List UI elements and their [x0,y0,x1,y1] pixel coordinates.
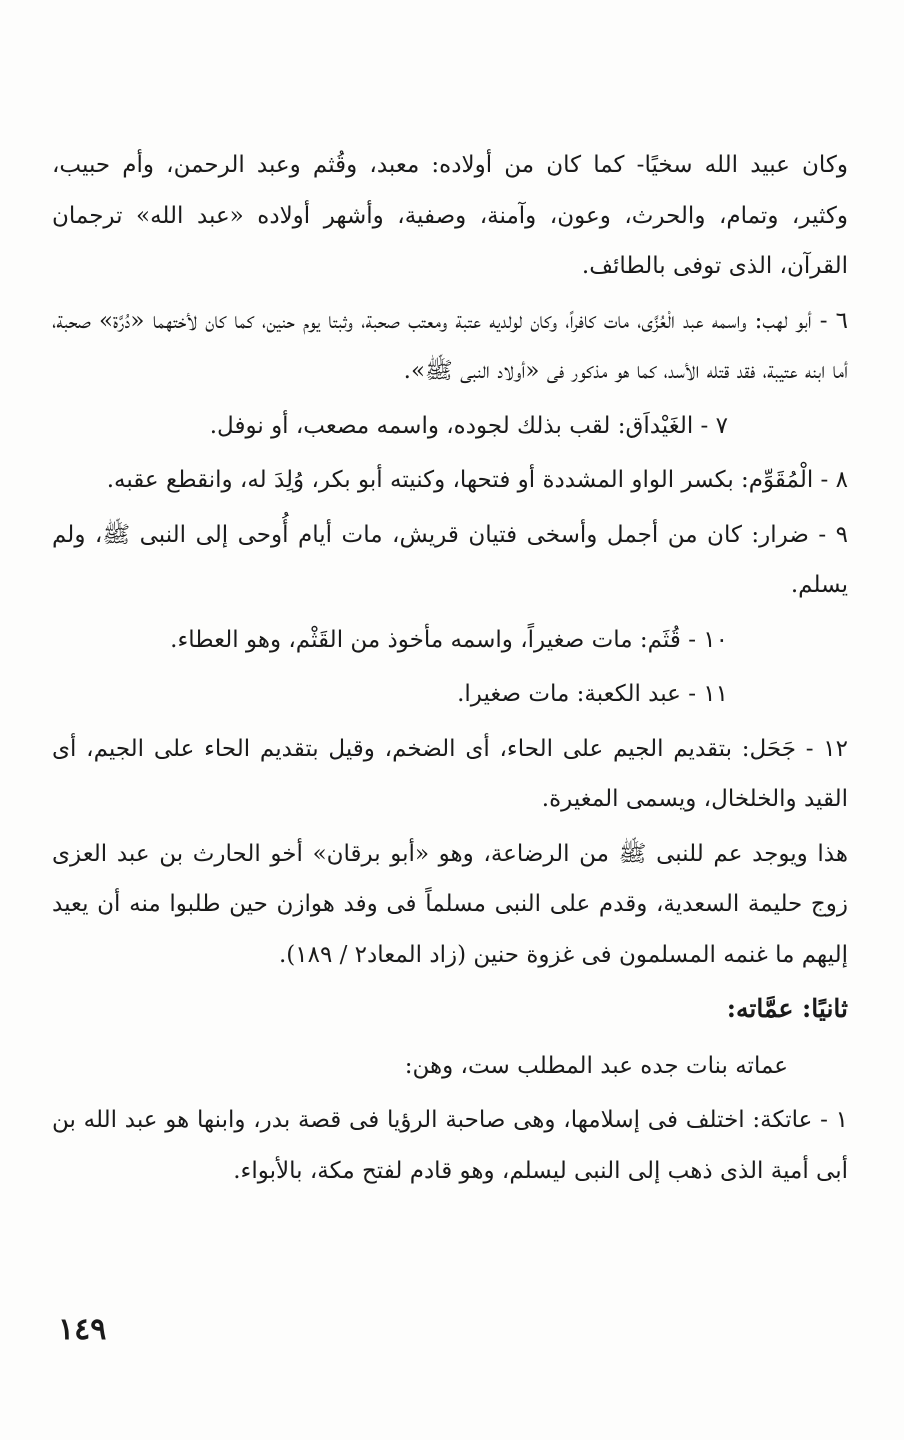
paragraph-jahl: ١٢ - جَحَل: بتقديم الجيم على الحاء، أى الضخم، وقيل بتقديم الحاء على الجيم، أى القيد والخلخال، ويسمى المغيرة. [52,735,848,812]
page-body [52,140,848,1200]
paragraph-obaidullah: وكان عبيد الله سخيًا- كما كان من أولاده: معبد، وقُثم وعبد الرحمن، وأم حبيب، وكثير، وتمام، والحرث، وعون، وآمنة، وصفية، وأشهر أولاده «عبد الله» ترجمان القرآن، الذى توفى بالطائف. [52,152,848,279]
paragraph-abu-burqan: هذا ويوجد عم للنبى ﷺ من الرضاعة، وهو «أبو برقان» أخو الحارث بن عبد العزى زوج حليمة السعدية، وقدم على النبى مسلماً فى وفد هوازن حين طلبوا منه أن يعيد إليهم ما غنمه المسلمون فى غزوة حنين (زاد المعاد٢ / ١٨٩). [52,840,848,968]
section-heading-aunts: ثانيًا: عمَّاته: [726,994,848,1023]
paragraph-atika: ١ - عاتكة: اختلف فى إسلامها، وهى صاحبة الرؤيا فى قصة بدر، وابنها هو عبد الله بن أبى أمية الذى ذهب إلى النبى ليسلم، وهو قادم لفتح مكة، بالأبواء. [52,1107,848,1184]
paragraph-aunts-intro: عماته بنات جده عبد المطلب ست، وهن: [404,1052,788,1079]
paragraph-abu-lahab: ٦ - أبو لهب: واسمه عبد الْعُزَّى، مات كافراً، وكان لولديه عتبة ومعتب صحبة، وثبتا يوم حنين، كما كان لأختهما «دُرَّة» صحبة، أما ابنه عتيبة، فقد قتله الأسد، كما هو مذكور فى «أولاد النبى ﷺ». [52,307,848,384]
paragraph-abd-alkaaba: ١١ - عبد الكعبة: مات صغيرا. [457,681,728,707]
paragraph-ghaydaq: ٧ - الغَيْداَق: لقب بذلك لجوده، واسمه مصعب، أو نوفل. [209,412,728,439]
paragraph-dirar: ٩ - ضرار: كان من أجمل وأسخى فتيان قريش، مات أيام أُوحى إلى النبى ﷺ، ولم يسلم. [52,521,848,598]
page-number: ١٤٩ [58,1312,107,1347]
paragraph-qutham: ١٠ - قُثَم: مات صغيراً، واسمه مأخوذ من القَثْم، وهو العطاء. [170,626,728,653]
paragraph-muqawwim: ٨ - الْمُقَوِّم: بكسر الواو المشددة أو فتحها، وكنيته أبو بكر، وُلِدَ له، وانقطع عقبه. [106,467,848,493]
